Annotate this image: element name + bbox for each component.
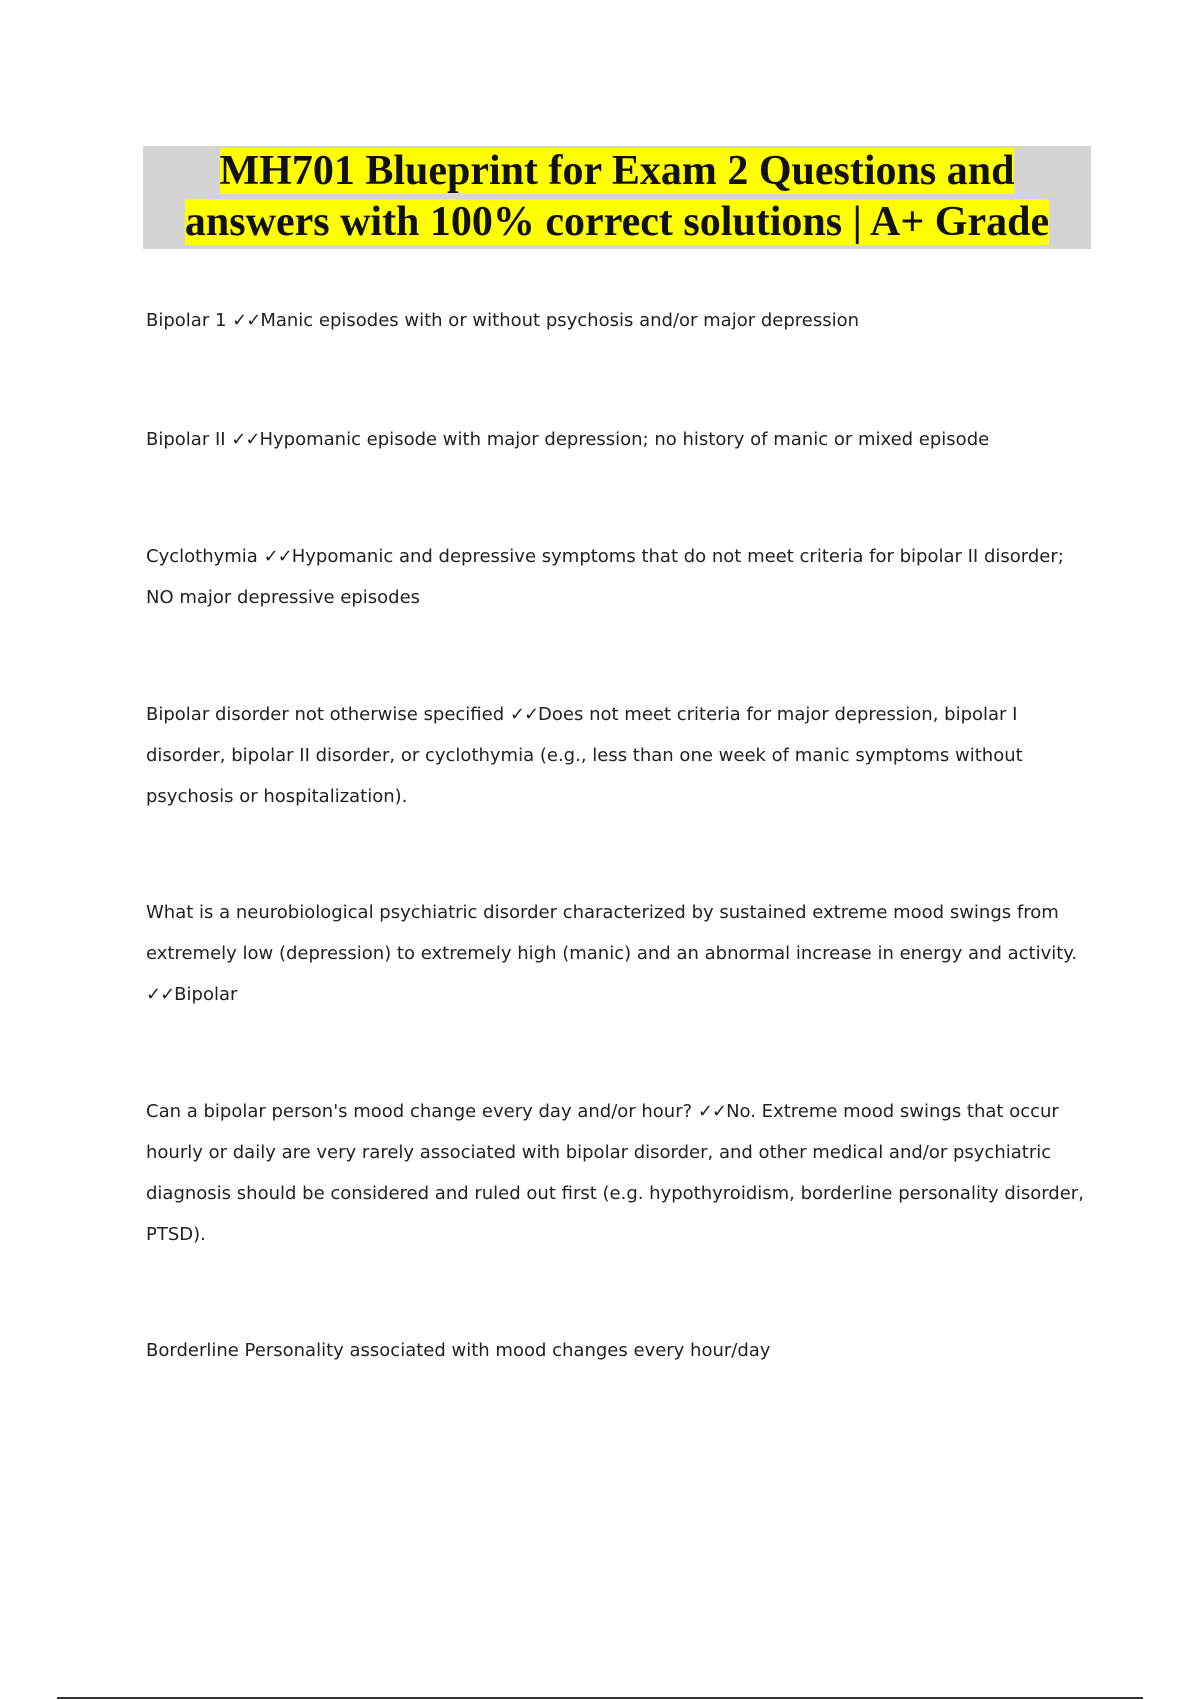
qa-entry-bipolar-2 [146, 419, 1086, 460]
question-text: Cyclothymia [146, 546, 258, 567]
title-line-2: answers with 100% correct solutions | A+ Grade [184, 199, 1050, 245]
qa-entry-cyclothymia [146, 536, 1086, 618]
page-bottom-divider [57, 1697, 1143, 1699]
answer-text: Does not meet criteria for major depression, bipolar I disorder, bipolar II disorder, or cyclothymia (e.g., less than one week of manic symptoms without psychosis or hospitalization). [146, 704, 1023, 807]
title-line-1: MH701 Blueprint for Exam 2 Questions and [219, 148, 1015, 194]
answer-text: Bipolar [174, 984, 238, 1005]
check-icon: ✓✓ [697, 1101, 727, 1122]
qa-entry-mood-change [146, 1091, 1086, 1255]
qa-entry-neurobiological-disorder [146, 892, 1086, 1015]
qa-entry-bipolar-1 [146, 300, 1086, 341]
trailing-text: Borderline Personality associated with mood changes every hour/day [146, 1340, 771, 1361]
check-icon: ✓✓ [232, 310, 261, 331]
question-text: Bipolar disorder not otherwise specified [146, 704, 505, 725]
check-icon: ✓✓ [263, 546, 292, 567]
check-icon: ✓✓ [509, 704, 539, 725]
answer-text: Hypomanic and depressive symptoms that do not meet criteria for bipolar II disorder; NO major depressive episodes [146, 546, 1064, 608]
question-text: Can a bipolar person's mood change every day and/or hour? [146, 1101, 693, 1122]
answer-text: Hypomanic episode with major depression; no history of manic or mixed episode [259, 429, 990, 450]
answer-text: Manic episodes with or without psychosis and/or major depression [260, 310, 860, 331]
question-text: Bipolar II [146, 429, 226, 450]
qa-entry-bipolar-nos [146, 694, 1086, 817]
answer-text: No. Extreme mood swings that occur hourly or daily are very rarely associated with bipolar disorder, and other medical and/or psychiatric diagnosis should be considered and ruled out first (e.g. hypothyroidism, borderline personality disorder, PTSD). [146, 1101, 1084, 1245]
check-icon: ✓✓ [146, 984, 175, 1005]
check-icon: ✓✓ [231, 429, 260, 450]
question-text: Bipolar 1 [146, 310, 227, 331]
document-title [143, 146, 1091, 249]
question-text: What is a neurobiological psychiatric disorder characterized by sustained extreme mood swings from extremely low (depression) to extremely high (manic) and an abnormal increase in energy and activity. [146, 902, 1078, 964]
